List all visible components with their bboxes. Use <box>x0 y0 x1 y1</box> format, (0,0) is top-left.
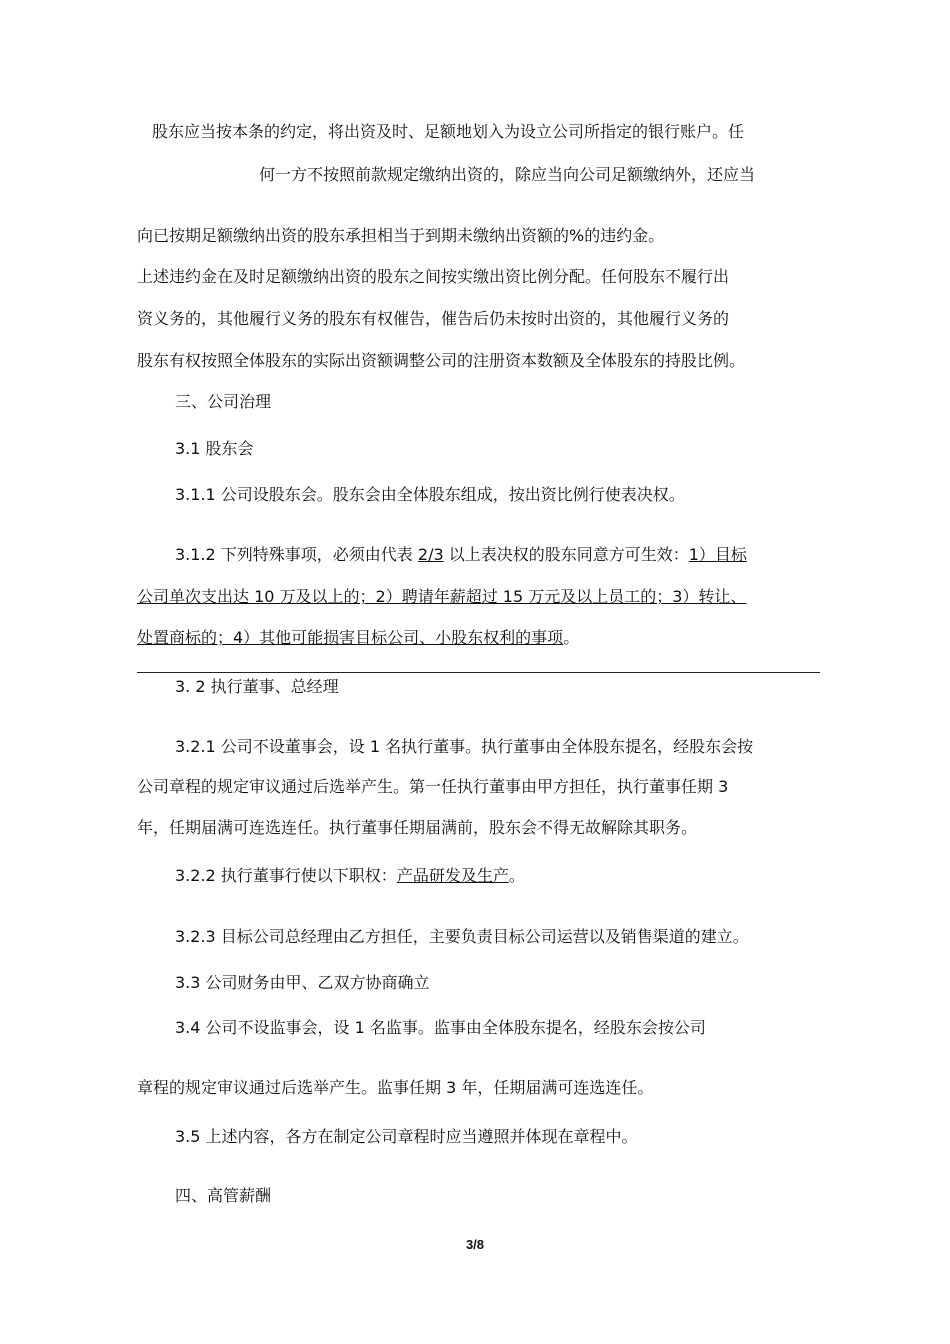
underlined-text: 公司单次支出达 10 万及以上的；2）聘请年薪超过 15 万元及以上员工的；3）转让、 <box>137 587 747 606</box>
underlined-text: 产品研发及生产 <box>396 866 509 885</box>
clause-text: 章程的规定审议通过后选举产生。监事任期 3 年，任期届满可连选连任。 <box>137 1078 654 1097</box>
paragraph-line: 资义务的，其他履行义务的股东有权催告，催告后仍未按时出资的，其他履行义务的 <box>137 309 730 328</box>
clause-text: 3.3 公司财务由甲、乙双方协商确立 <box>175 973 430 992</box>
underlined-text: 处置商标的；4）其他可能损害目标公司、小股东权利的事项 <box>137 628 564 647</box>
paragraph-line: 股东有权按照全体股东的实际出资额调整公司的注册资本数额及全体股东的持股比例。 <box>137 351 746 370</box>
paragraph-line: 向已按期足额缴纳出资的股东承担相当于到期未缴纳出资额的%的违约金。 <box>137 226 665 245</box>
underlined-text: 2/3 <box>417 545 444 564</box>
section-heading: 三、公司治理 <box>175 392 272 411</box>
paragraph-line: 何一方不按照前款规定缴纳出资的，除应当向公司足额缴纳外，还应当 <box>259 165 756 184</box>
clause-text <box>175 544 747 566</box>
clause-text: 3.2.3 目标公司总经理由乙方担任，主要负责目标公司运营以及销售渠道的建立。 <box>175 927 749 946</box>
clause-text-segment: 3.1.2 下列特殊事项，必须由代表 <box>175 545 418 564</box>
horizontal-rule <box>137 672 820 673</box>
clause-text-segment: 3.2.2 执行董事行使以下职权： <box>175 866 397 885</box>
section-heading: 四、高管薪酬 <box>175 1186 272 1205</box>
clause-text: 3.2.1 公司不设董事会，设 1 名执行董事。执行董事由全体股东提名，经股东会按 <box>175 737 754 756</box>
clause-text <box>137 586 746 608</box>
underlined-text: 1）目标 <box>688 545 747 564</box>
paragraph-line: 股东应当按本条的约定，将出资及时、足额地划入为设立公司所指定的银行账户。任 <box>152 122 745 141</box>
clause-text: 3.5 上述内容，各方在制定公司章程时应当遵照并体现在章程中。 <box>175 1127 638 1146</box>
clause-text <box>175 865 525 887</box>
paragraph-line: 上述违约金在及时足额缴纳出资的股东之间按实缴出资比例分配。任何股东不履行出 <box>137 267 730 286</box>
subsection-heading: 3.1 股东会 <box>175 439 254 458</box>
clause-text <box>137 627 579 649</box>
clause-text: 公司章程的规定审议通过后选举产生。第一任执行董事由甲方担任，执行董事任期 3 <box>137 777 729 796</box>
clause-text: 3.4 公司不设监事会，设 1 名监事。监事由全体股东提名，经股东会按公司 <box>175 1018 706 1037</box>
subsection-heading: 3. 2 执行董事、总经理 <box>175 677 339 696</box>
clause-text-segment: 。 <box>563 628 580 647</box>
clause-text: 3.1.1 公司设股东会。股东会由全体股东组成，按出资比例行使表决权。 <box>175 485 685 504</box>
clause-text-segment: 。 <box>508 866 525 885</box>
clause-text: 年，任期届满可连选连任。执行董事任期届满前，股东会不得无故解除其职务。 <box>137 818 698 837</box>
page-number: 3/8 <box>465 1237 485 1252</box>
clause-text-segment: 以上表决权的股东同意方可生效： <box>443 545 689 564</box>
